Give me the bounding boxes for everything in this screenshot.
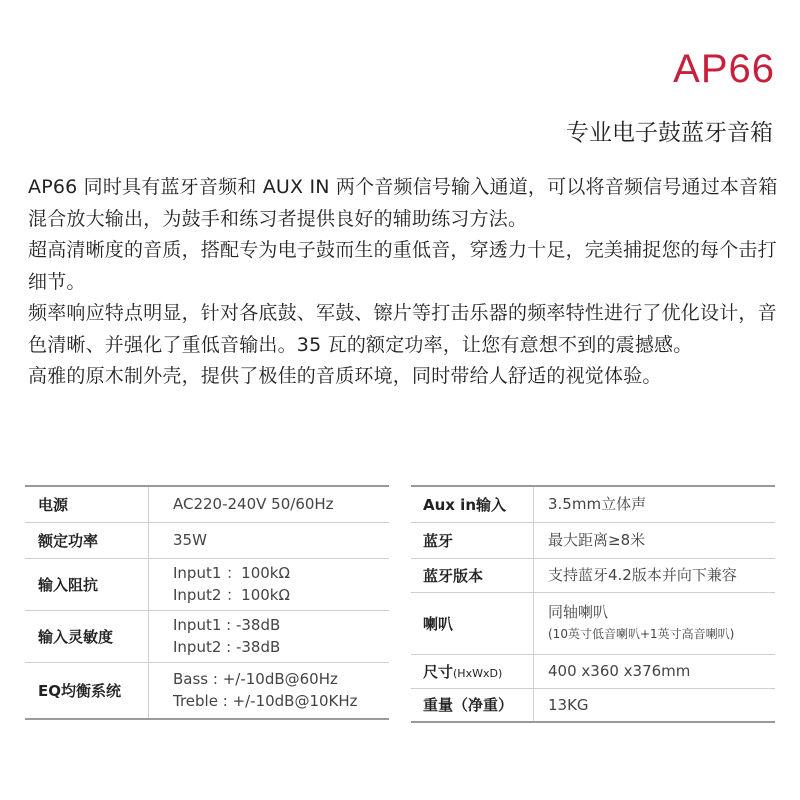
- spec-label-unit: (HxWxD): [453, 666, 503, 680]
- spec-value: Bass : +/-10dB@60Hz Treble : +/-10dB@10KHz: [149, 662, 390, 719]
- spec-row: [411, 486, 775, 522]
- spec-table-left: [25, 485, 389, 720]
- spec-row: [25, 662, 389, 719]
- spec-row: [25, 610, 389, 662]
- spec-label: 尺寸(HxWxD): [411, 654, 534, 688]
- spec-value: 同轴喇叭 (10英寸低音喇叭+1英寸高音喇叭): [534, 592, 776, 654]
- description-paragraph: 频率响应特点明显，针对各底鼓、军鼓、镲片等打击乐器的频率特性进行了优化设计，音色清晰、并强化了重低音输出。35 瓦的额定功率，让您有意想不到的震撼感。: [28, 302, 777, 356]
- spec-table-right: [411, 485, 775, 723]
- spec-row: [411, 592, 775, 654]
- spec-row: [411, 654, 775, 688]
- spec-label: 喇叭: [411, 592, 534, 654]
- spec-label: 蓝牙: [411, 522, 534, 558]
- spec-value: Input1 : -38dB Input2 : -38dB: [149, 610, 390, 662]
- spec-row: [25, 522, 389, 558]
- spec-label: 蓝牙版本: [411, 558, 534, 592]
- spec-label: 电源: [25, 486, 149, 522]
- product-description: [28, 172, 778, 393]
- spec-label: 重量（净重）: [411, 688, 534, 722]
- spec-row: [25, 558, 389, 610]
- spec-value: Input1 ：100kΩ Input2 ：100kΩ: [149, 558, 390, 610]
- spec-row: [411, 688, 775, 722]
- description-paragraph: 超高清晰度的音质，搭配专为电子鼓而生的重低音，穿透力十足，完美捕捉您的每个击打细节。: [28, 239, 777, 293]
- spec-value: 35W: [149, 522, 390, 558]
- spec-row: [411, 558, 775, 592]
- spec-value: 支持蓝牙4.2版本并向下兼容: [534, 558, 776, 592]
- product-subtitle: 专业电子鼓蓝牙音箱: [566, 120, 773, 146]
- description-paragraph: AP66 同时具有蓝牙音频和 AUX IN 两个音频信号输入通道，可以将音频信号通过本音箱混合放大输出，为鼓手和练习者提供良好的辅助练习方法。: [28, 176, 778, 230]
- spec-value: 400 x360 x376mm: [534, 654, 776, 688]
- spec-value: AC220-240V 50/60Hz: [149, 486, 390, 522]
- spec-value: 3.5mm立体声: [534, 486, 776, 522]
- spec-label: 额定功率: [25, 522, 149, 558]
- spec-value: 最大距离≥8米: [534, 522, 776, 558]
- description-paragraph: 高雅的原木制外壳，提供了极佳的音质环境，同时带给人舒适的视觉体验。: [28, 365, 662, 387]
- spec-row: [411, 522, 775, 558]
- product-model: AP66: [673, 47, 775, 91]
- spec-row: [25, 486, 389, 522]
- spec-label: Aux in输入: [411, 486, 534, 522]
- spec-label: 输入灵敏度: [25, 610, 149, 662]
- spec-value: 13KG: [534, 688, 776, 722]
- spec-label: 输入阻抗: [25, 558, 149, 610]
- spec-label: EQ均衡系统: [25, 662, 149, 719]
